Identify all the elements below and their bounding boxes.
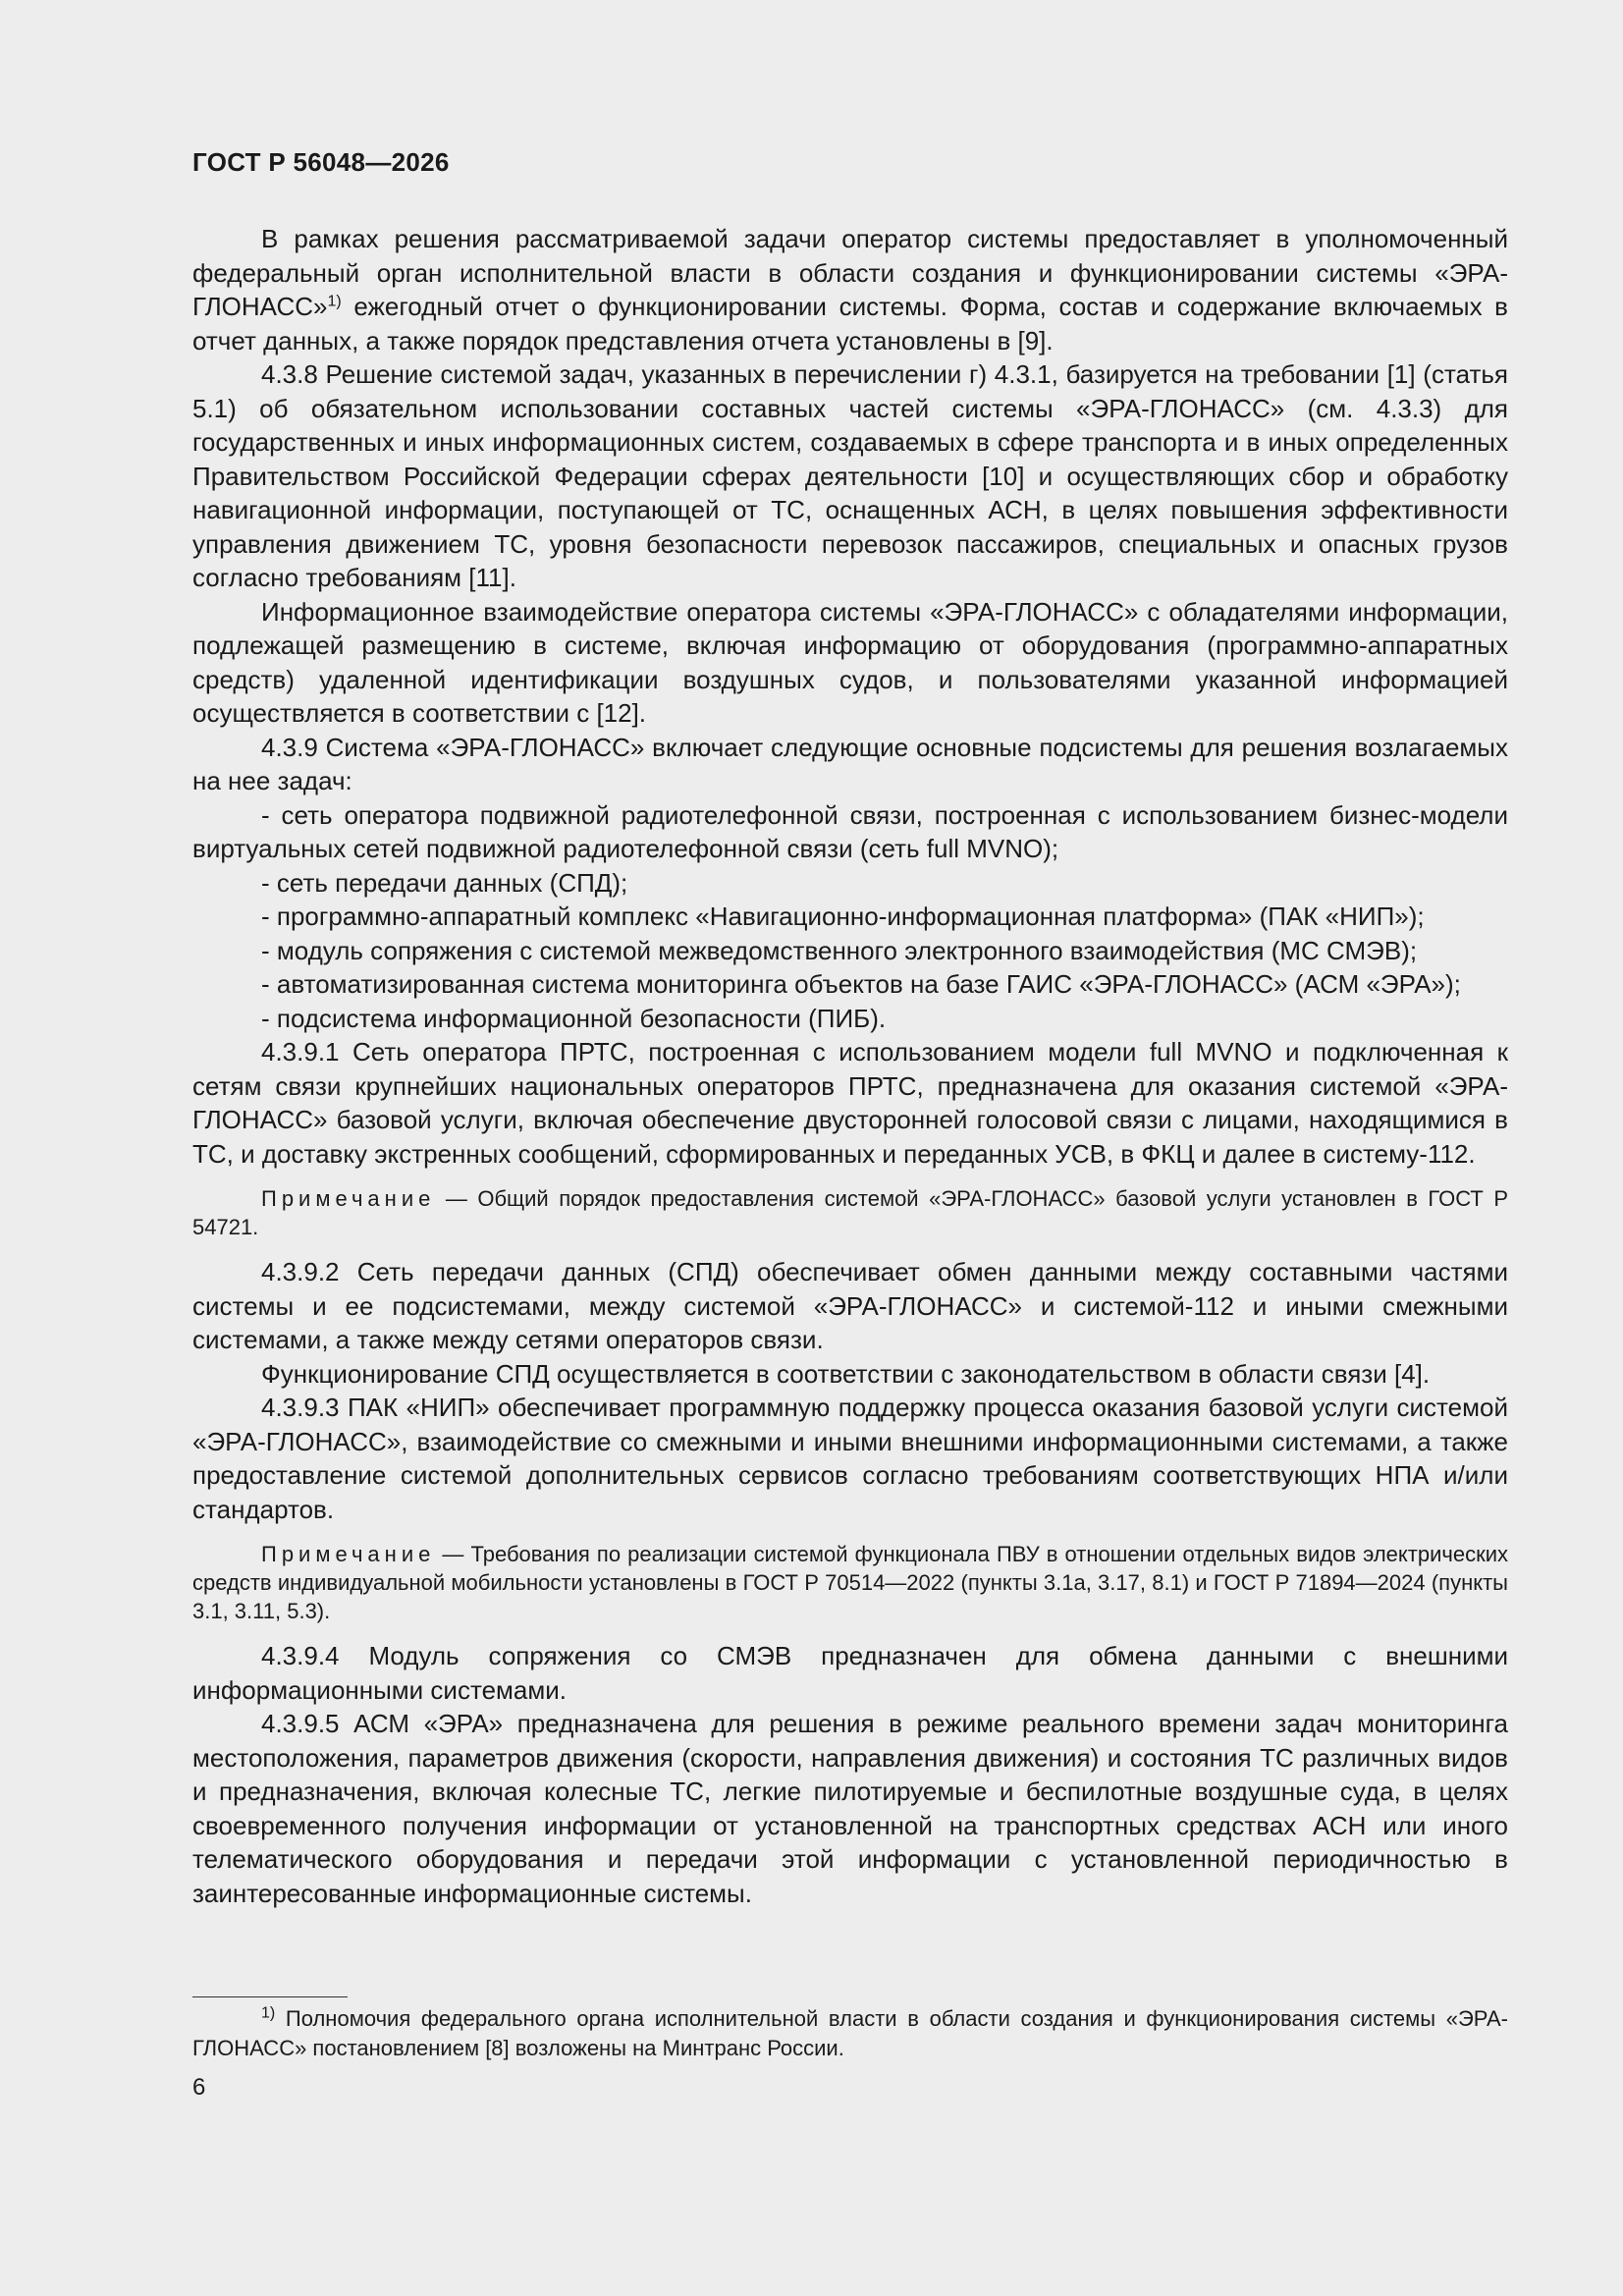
list-item: - программно-аппаратный комплекс «Навигационно-информационная платформа» (ПАК «НИП»); xyxy=(261,902,1425,931)
paragraph-text: В рамках решения рассматриваемой задачи оператор системы предоставляет в уполномоченный федеральный орган исполнительной власти в области создания и функционировании системы «ЭРА-ГЛОНАСС» xyxy=(192,224,1508,321)
note-2 xyxy=(192,1540,1508,1625)
paragraph-4-3-8: 4.3.8 Решение системой задач, указанных в перечислении г) 4.3.1, базируется на требовании [1] (статья 5.1) об обязательном использовании составных частей системы «ЭРА-ГЛОНАСС» (см. 4.3.3) для государственных и иных информационных систем, создаваемых в сфере транспорта и в иных определенных Правительством Российской Федерации сферах деятельности [10] и осуществляющих сбор и обработку навигационной информации, поступающей от ТС, оснащенных АСН, в целях повышения эффективности управления движением ТС, уровня безопасности перевозок пассажиров, специальных и опасных грузов согласно требованиям [11]. xyxy=(192,359,1508,592)
paragraph-interaction: Информационное взаимодействие оператора системы «ЭРА-ГЛОНАСС» с обладателями информации, подлежащей размещению в системе, включая информацию от оборудования (программно-аппаратных средств) удаленной идентификации воздушных судов, и пользователями указанной информацией осуществляется в соответствии с [12]. xyxy=(192,596,1508,728)
footnote-text: Полномочия федерального органа исполнительной власти в области создания и функционирования системы «ЭРА-ГЛОНАСС» постановлением [8] возложены на Минтранс России. xyxy=(192,2006,1508,2060)
note-text: — Общий порядок предоставления системой «ЭРА-ГЛОНАСС» базовой услуги установлен в ГОСТ Р 54721. xyxy=(192,1186,1508,1239)
list-item: - сеть оператора подвижной радиотелефонной связи, построенная с использованием бизнес-модели виртуальных сетей подвижной радиотелефонной связи (сеть full MVNO); xyxy=(192,799,1508,863)
paragraph-4-3-9-4: 4.3.9.4 Модуль сопряжения со СМЭВ предназначен для обмена данными с внешними информационными системами. xyxy=(192,1641,1508,1705)
list-item: - автоматизированная система мониторинга объектов на базе ГАИС «ЭРА-ГЛОНАСС» (АСМ «ЭРА»); xyxy=(261,969,1461,999)
note-text: — Требования по реализации системой функционала ПВУ в отношении отдельных видов электрических средств индивидуальной мобильности установлены в ГОСТ Р 70514—2022 (пункты 3.1а, 3.17, 8.1) и ГОСТ Р 71894—2024 (пункты 3.1, 3.11, 5.3). xyxy=(192,1542,1508,1623)
paragraph-4-3-9-2: 4.3.9.2 Сеть передачи данных (СПД) обеспечивает обмен данными между составными частями системы и ее подсистемами, между системой «ЭРА-ГЛОНАСС» и системой-112 и иными смежными системами, а также между сетями операторов связи. xyxy=(192,1257,1508,1354)
note-1 xyxy=(192,1184,1508,1241)
paragraph-spd: Функционирование СПД осуществляется в соответствии с законодательством в области связи [4]. xyxy=(261,1358,1431,1389)
paragraph-4-3-9-3: 4.3.9.3 ПАК «НИП» обеспечивает программную поддержку процесса оказания базовой услуги системой «ЭРА-ГЛОНАСС», взаимодействие со смежными и иными внешними информационными системами, а также предоставление системой дополнительных сервисов согласно требованиям соответствующих НПА и/или стандартов. xyxy=(192,1393,1508,1524)
footnote-reference: 1) xyxy=(327,293,342,310)
list-item: - сеть передачи данных (СПД); xyxy=(261,867,628,898)
document-header: ГОСТ Р 56048—2026 xyxy=(192,147,450,177)
paragraph-report xyxy=(192,222,1508,357)
page-number: 6 xyxy=(192,2074,206,2101)
footnote-marker: 1) xyxy=(261,2004,276,2022)
paragraph-4-3-9-1: 4.3.9.1 Сеть оператора ПРТС, построенная с использованием модели full MVNO и подключенная к сетям связи крупнейших национальных операторов ПРТС, предназначена для оказания системой «ЭРА-ГЛОНАСС» базовой услуги, включая обеспечение двусторонней голосовой связи с лицами, находящимися в ТС, и доставку экстренных сообщений, сформированных и переданных УСВ, в ФКЦ и далее в систему-112. xyxy=(192,1037,1508,1169)
note-label: Примечание xyxy=(261,1542,436,1566)
list-item: - модуль сопряжения с системой межведомственного электронного взаимодействия (МС СМЭВ); xyxy=(261,935,1418,965)
paragraph-4-3-9-5: 4.3.9.5 АСМ «ЭРА» предназначена для решения в режиме реального времени задач мониторинга местоположения, параметров движения (скорости, направления движения) и состояния ТС различных видов и предназначения, включая колесные ТС, легкие пилотируемые и беспилотные воздушные суда, в целях своевременного получения информации от установленной на транспортных средствах АСН или иного телематического оборудования и передачи этой информации с установленной периодичностью в заинтересованные информационные системы. xyxy=(192,1709,1508,1908)
footnote xyxy=(192,2004,1508,2063)
footnote-divider xyxy=(192,1996,348,1997)
paragraph-text: ежегодный отчет о функционировании системы. Форма, состав и содержание включаемых в отчет данных, а также порядок представления отчета установлены в [9]. xyxy=(192,292,1508,355)
paragraph-4-3-9: 4.3.9 Система «ЭРА-ГЛОНАСС» включает следующие основные подсистемы для решения возлагаемых на нее задач: xyxy=(192,732,1508,795)
note-label: Примечание xyxy=(261,1186,436,1211)
list-item: - подсистема информационной безопасности (ПИБ). xyxy=(261,1003,887,1033)
body-text xyxy=(192,222,1508,1910)
